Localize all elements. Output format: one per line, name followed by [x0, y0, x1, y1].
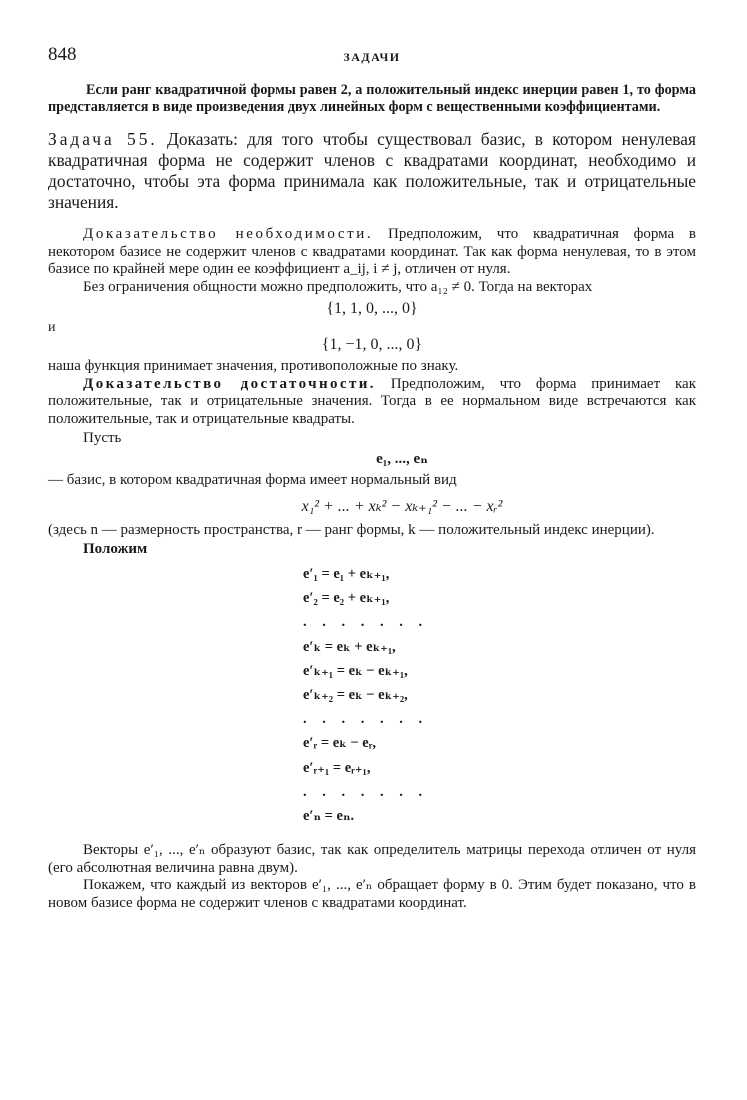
- definition-line: e′ᵣ = eₖ − eᵣ,: [303, 735, 377, 752]
- basis-vectors: e₁, ..., eₙ: [376, 451, 428, 467]
- definition-line: e′ₖ = eₖ + eₖ₊₁,: [303, 638, 396, 655]
- definition-line: e′ᵣ₊₁ = eᵣ₊₁,: [303, 759, 371, 776]
- basis-definitions: [303, 562, 696, 828]
- put-label: Положим: [83, 541, 148, 557]
- proof-sufficiency-heading: Доказательство достаточности.: [83, 375, 376, 392]
- page-number: 848: [48, 44, 77, 65]
- page-header: [48, 40, 696, 76]
- definition-ellipsis: . . . . . . .: [303, 614, 429, 631]
- definition-line: e′₁ = e₁ + eₖ₊₁,: [303, 566, 390, 582]
- vector-two: {1, −1, 0, ..., 0}: [321, 336, 423, 353]
- vectors-form-basis: Векторы e′₁, ..., e′ₙ образуют базис, так как определитель матрицы перехода отличен от нуля (его абсолютная величина равна двум).: [48, 842, 696, 876]
- proof-necessity-text: Предположим, что квадратичная форма в некотором базисе не содержит членов с квадратами координат. Так как форма ненулевая, то в этом базисе по крайней мере один ее коэффициент a_ij, i ≠ j, отличен от нуля.: [48, 226, 697, 277]
- proof-sufficiency-paragraph: [48, 376, 696, 429]
- proof-necessity-paragraph: [48, 226, 696, 279]
- task-text: Доказать: для того чтобы существовал базис, в котором ненулевая квадратичная форма не содержит членов с квадратами координат, необходимо и достаточно, чтобы эта форма принимала как положительные, так и отрицательные значения.: [48, 129, 696, 212]
- show-zero-paragraph: Покажем, что каждый из векторов e′₁, ..., e′ₙ обращает форму в 0. Этим будет показано, что в новом базисе форма не содержит членов с квадратами координат.: [48, 877, 696, 911]
- definition-line: e′₂ = e₂ + eₖ₊₁,: [303, 590, 390, 607]
- vector-one: {1, 1, 0, ..., 0}: [326, 300, 418, 317]
- task-statement: [48, 129, 696, 213]
- wlog-paragraph: Без ограничения общности можно предположить, что a₁₂ ≠ 0. Тогда на векторах: [83, 278, 593, 295]
- basis-text: — базис, в котором квадратичная форма имеет нормальный вид: [48, 472, 457, 488]
- conjunction-and: и: [48, 320, 56, 335]
- definition-line: e′ₖ₊₁ = eₖ − eₖ₊₁,: [303, 662, 408, 679]
- definition-ellipsis: . . . . . . .: [303, 783, 429, 800]
- definition-line: e′ₖ₊₂ = eₖ − eₖ₊₂,: [303, 687, 408, 704]
- normal-form-formula: x₁² + ... + xₖ² − xₖ₊₁² − ... − xᵣ²: [301, 497, 503, 515]
- necessity-conclusion: наша функция принимает значения, противоположные по знаку.: [48, 358, 459, 374]
- running-title: ЗАДАЧИ: [343, 50, 401, 64]
- dimension-note: (здесь n — размерность пространства, r — ранг формы, k — положительный индекс инерции).: [48, 521, 655, 538]
- definition-line: e′ₙ = eₙ.: [303, 808, 355, 825]
- let-label: Пусть: [83, 430, 122, 446]
- proof-necessity-heading: Доказательство необходимости.: [83, 226, 374, 242]
- definition-ellipsis: . . . . . . .: [303, 711, 429, 728]
- page: [48, 40, 696, 912]
- proof-sufficiency-text: Предположим, что форма принимает как положительные, так и отрицательные значения. Тогда в ее нормальном виде встречаются как положительные, так и отрицательные квадраты.: [48, 375, 696, 427]
- intro-paragraph: Если ранг квадратичной формы равен 2, а положительный индекс инерции равен 1, то форма представляется в виде произведения двух линейных форм с вещественными коэффициентами.: [48, 82, 696, 115]
- task-label: Задача 55.: [48, 129, 158, 149]
